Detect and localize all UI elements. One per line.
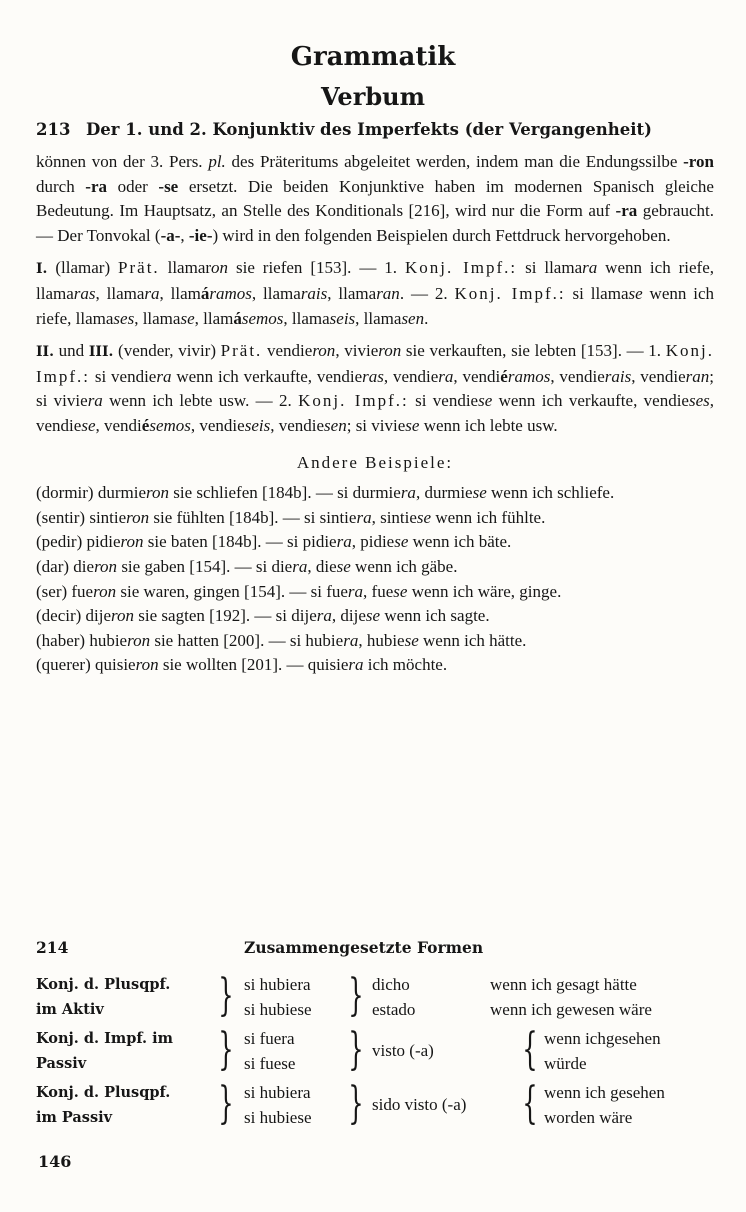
- brace-icon: }: [218, 1024, 234, 1075]
- example-sentir: (sentir) sintieron sie fühlten [184b]. — si sintiera, sintiese wenn ich fühlte.: [36, 507, 546, 527]
- section-number: 214: [36, 938, 69, 957]
- paragraph-i: I. (llamar) Prät. llamaron sie riefen [153]. — 1. Konj. Impf.: si llamara wenn ich riefe, llamaras, llamara, llamáramos, llamarais, llamaran. — 2. Konj. Impf.: si llamase wenn ich riefe, llamases, llamase, llamásemos, llamaseis, llamasen.: [36, 258, 715, 328]
- example-decir: (decir) dijeron sie sagten [192]. — si dijera, dijese wenn ich sagte.: [36, 606, 490, 626]
- translation: wenn ich gesagt hätte wenn ich gewesen wäre: [490, 975, 652, 1019]
- section-heading-text: Zusammengesetzte Formen: [244, 938, 484, 957]
- brace-icon: }: [348, 1078, 364, 1129]
- row-label: Konj. d. Plusqpf. im Aktiv: [36, 976, 171, 1018]
- example-dormir: (dormir) durmieron sie schliefen [184b]. — si durmiera, durmiese wenn ich schliefe.: [36, 483, 615, 503]
- compound-form-row: [36, 972, 726, 1022]
- participle-form: sido visto (-a): [372, 1095, 467, 1114]
- paragraph-ii-iii: II. und III. (vender, vivir) Prät. vendieron, vivieron sie verkauften, sie lebten [153]. — 1. Konj. Impf.: si vendiera wenn ich verkaufte, vendieras, vendiera, vendiéramos, vendierais, vendieran; si viviera wenn ich lebte usw. — 2. Konj. Impf.: si vendiese wenn ich verkaufte, vendieses, vendiese, vendiésemos, vendieseis, vendiesen; si viviese wenn ich lebte usw.: [36, 341, 715, 435]
- translation: wenn ichgesehen würde: [544, 1029, 661, 1073]
- brace-icon: }: [218, 970, 234, 1021]
- brace-icon: }: [348, 1024, 364, 1075]
- brace-icon: }: [348, 970, 364, 1021]
- translation: wenn ich gesehen worden wäre: [544, 1083, 665, 1127]
- section-heading-text: Der 1. und 2. Konjunktiv des Imperfekts (der Vergangenheit): [86, 120, 652, 139]
- auxiliary-forms: si fuera si fuese: [244, 1029, 296, 1073]
- page-subtitle: Verbum: [321, 82, 425, 111]
- example-dar: (dar) dieron sie gaben [154]. — si diera, diese wenn ich gäbe.: [36, 556, 458, 576]
- compound-form-row: [36, 1026, 726, 1076]
- section-214-heading: [36, 938, 716, 957]
- brace-icon: {: [522, 1078, 538, 1129]
- auxiliary-forms: si hubiera si hubiese: [244, 1083, 312, 1127]
- brace-icon: {: [522, 1024, 538, 1075]
- section-number: 213: [36, 120, 71, 139]
- page-title: Grammatik: [290, 42, 456, 72]
- participle-form: visto (-a): [372, 1041, 434, 1060]
- page-number: 146: [38, 1152, 72, 1171]
- examples-list: [36, 481, 714, 678]
- example-pedir: (pedir) pidieron sie baten [184b]. — si pidiera, pidiese wenn ich bäte.: [36, 532, 512, 552]
- section-213-body: [36, 150, 714, 678]
- row-label: Konj. d. Plusqpf. im Passiv: [36, 1084, 171, 1126]
- participle-forms: dicho estado: [372, 975, 416, 1019]
- example-ser: (ser) fueron sie waren, gingen [154]. — si fuera, fuese wenn ich wäre, ginge.: [36, 581, 562, 601]
- example-haber: (haber) hubieron sie hatten [200]. — si hubiera, hubiese wenn ich hätte.: [36, 630, 527, 650]
- andere-beispiele-heading: Andere Beispiele:: [296, 452, 454, 472]
- auxiliary-forms: si hubiera si hubiese: [244, 975, 312, 1019]
- intro-paragraph: können von der 3. Pers. pl. des Präteritums abgeleitet werden, indem man die Endungssilbe -ron durch -ra oder -se ersetzt. Die beiden Konjunktive haben im modernen Spanisch gleiche Bedeutung. Im Hauptsatz, an Stelle des Konditionals [216], wird nur die Form auf -ra gebraucht. — Der Tonvokal (-a-, -ie-) wird in den folgenden Beispielen durch Fettdruck hervorgehoben.: [36, 152, 714, 245]
- example-querer: (querer) quisieron sie wollten [201]. — quisiera ich möchte.: [36, 655, 448, 675]
- section-213-heading: [36, 120, 716, 139]
- row-label: Konj. d. Impf. im Passiv: [36, 1030, 174, 1072]
- brace-icon: }: [218, 1078, 234, 1129]
- compound-form-row: [36, 1080, 726, 1130]
